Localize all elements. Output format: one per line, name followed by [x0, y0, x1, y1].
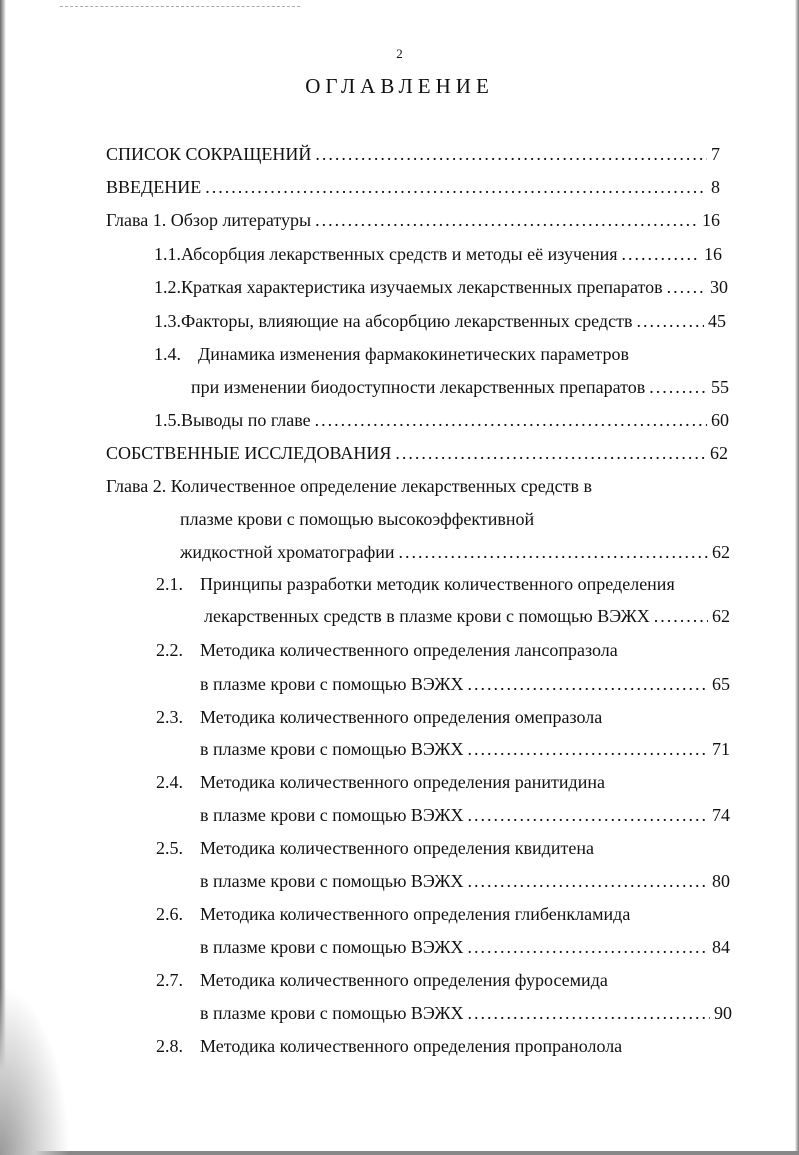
toc-entry-section-2-4-line1 — [156, 769, 605, 795]
toc-entry-section-2-4-line2 — [200, 802, 730, 828]
toc-entry-text: Методика количественного определения глибенкламида — [200, 904, 631, 924]
toc-entry-section-2-3-line2 — [200, 736, 730, 762]
section-number: 2.8. — [156, 1036, 183, 1056]
toc-entry-page: 7 — [711, 144, 720, 164]
toc-entry-page: 45 — [708, 311, 726, 331]
toc-entry-page: 8 — [711, 177, 720, 197]
toc-entry-own-research — [106, 440, 728, 466]
section-number: 2.6. — [156, 904, 183, 924]
toc-entry-section-2-3-line1 — [156, 704, 602, 730]
dot-leader — [649, 374, 707, 400]
toc-entry-text: СОБСТВЕННЫЕ ИССЛЕДОВАНИЯ — [106, 443, 392, 463]
toc-entry-section-1-2 — [154, 274, 728, 300]
toc-entry-page: 62 — [712, 542, 730, 562]
toc-entry-page: 80 — [712, 871, 730, 891]
toc-entry-page: 30 — [710, 277, 728, 297]
toc-entry-section-2-1-line2 — [204, 603, 730, 629]
toc-entry-text: в плазме крови с помощью ВЭЖХ — [200, 739, 464, 759]
section-number: 2.5. — [156, 838, 183, 858]
toc-entry-text: Факторы, влияющие на абсорбцию лекарственных средств — [181, 311, 633, 331]
toc-entry-section-1-3 — [154, 308, 726, 334]
toc-entry-section-1-4-line2 — [191, 374, 729, 400]
section-number: 1.3. — [154, 311, 181, 331]
scan-edge-left — [0, 0, 6, 1155]
toc-entry-text: Глава 1. Обзор литературы — [106, 210, 312, 230]
toc-entry-text: Методика количественного определения лансопразола — [200, 640, 618, 660]
dot-leader — [467, 1000, 710, 1026]
toc-entry-section-1-5 — [154, 407, 729, 433]
toc-entry-page: 55 — [711, 377, 729, 397]
toc-entry-text: Принципы разработки методик количественного определения — [200, 574, 675, 594]
section-number: 2.4. — [156, 772, 183, 792]
toc-entry-text: в плазме крови с помощью ВЭЖХ — [200, 871, 464, 891]
toc-entry-text: ВВЕДЕНИЕ — [106, 177, 202, 197]
toc-entry-section-2-8-line1 — [156, 1033, 622, 1059]
page-title: ОГЛАВЛЕНИЕ — [305, 74, 494, 98]
toc-entry-section-2-6-line2 — [200, 934, 730, 960]
toc-entry-text: в плазме крови с помощью ВЭЖХ — [200, 937, 464, 957]
section-number: 2.2. — [156, 640, 183, 660]
section-number: 2.7. — [156, 970, 183, 990]
toc-entry-abbreviations — [106, 141, 720, 167]
toc-entry-page: 71 — [712, 739, 730, 759]
toc-entry-page: 65 — [712, 674, 730, 694]
toc-entry-text: Методика количественного определения пропранолола — [200, 1036, 623, 1056]
toc-entry-text: жидкостной хроматографии — [180, 542, 395, 562]
toc-entry-introduction — [106, 174, 720, 200]
section-number: 1.1. — [154, 244, 181, 264]
dot-leader — [667, 274, 706, 300]
toc-entry-section-2-6-line1 — [156, 901, 630, 927]
dot-leader — [636, 308, 704, 334]
dot-leader — [654, 603, 708, 629]
toc-entry-section-2-2-line1 — [156, 637, 618, 663]
toc-entry-text: Методика количественного определения квидитена — [200, 838, 594, 858]
toc-entry-page: 90 — [714, 1003, 732, 1023]
toc-entry-text: Краткая характеристика изучаемых лекарственных препаратов — [181, 277, 663, 297]
toc-entry-section-2-1-line1 — [156, 571, 675, 597]
dot-leader — [467, 934, 708, 960]
toc-entry-page: 62 — [710, 443, 728, 463]
toc-entry-chapter-2-line2: плазме крови с помощью высокоэффективной — [180, 509, 535, 529]
scan-edge-right — [795, 0, 799, 1155]
dot-leader — [467, 802, 708, 828]
section-number: 2.1. — [156, 574, 183, 594]
toc-entry-page: 16 — [702, 210, 720, 230]
scan-edge-bottom — [0, 1151, 799, 1155]
toc-entry-section-2-5-line1 — [156, 835, 594, 861]
toc-entry-page: 60 — [711, 410, 729, 430]
section-number: 2.3. — [156, 707, 183, 727]
toc-entry-text: Абсорбция лекарственных средств и методы её изучения — [181, 244, 618, 264]
toc-entry-text: Методика количественного определения омепразола — [200, 707, 603, 727]
toc-entry-text: Выводы по главе — [181, 410, 311, 430]
dot-leader — [467, 736, 708, 762]
toc-entry-text: Методика количественного определения фуросемида — [200, 970, 608, 990]
scan-artifact-top — [60, 6, 300, 7]
scan-shadow-corner — [0, 985, 70, 1155]
toc-entry-chapter-2-line1: Глава 2. Количественное определение лекарственных средств в — [106, 476, 593, 496]
toc-entry-text: СПИСОК СОКРАЩЕНИЙ — [106, 144, 312, 164]
toc-entry-text: при изменении биодоступности лекарственных препаратов — [191, 377, 646, 397]
section-number: 1.2. — [154, 277, 181, 297]
dot-leader — [399, 539, 708, 565]
toc-entry-page: 62 — [712, 606, 730, 626]
toc-entry-page: 84 — [712, 937, 730, 957]
page-number: 2 — [396, 46, 403, 61]
dot-leader — [622, 241, 700, 267]
section-number: 1.4. — [154, 344, 181, 364]
toc-entry-chapter-2-line3 — [180, 539, 730, 565]
dot-leader — [205, 174, 707, 200]
toc-entry-chapter-1 — [106, 207, 720, 233]
toc-entry-section-2-2-line2 — [200, 671, 730, 697]
toc-entry-section-2-7-line2 — [200, 1000, 732, 1026]
toc-entry-section-1-1 — [154, 241, 722, 267]
dot-leader — [315, 407, 707, 433]
toc-entry-section-2-5-line2 — [200, 868, 730, 894]
dot-leader — [315, 141, 707, 167]
dot-leader — [395, 440, 706, 466]
toc-entry-page: 74 — [712, 805, 730, 825]
dot-leader — [467, 868, 708, 894]
toc-entry-text: лекарственных средств в плазме крови с помощью ВЭЖХ — [204, 606, 650, 626]
dot-leader — [467, 671, 708, 697]
section-number: 1.5. — [154, 410, 181, 430]
toc-entry-section-1-4-line1 — [154, 341, 629, 367]
toc-entry-section-2-7-line1 — [156, 967, 608, 993]
toc-entry-text: Динамика изменения фармакокинетических параметров — [198, 344, 629, 364]
toc-entry-page: 16 — [704, 244, 722, 264]
toc-entry-text: в плазме крови с помощью ВЭЖХ — [200, 1003, 464, 1023]
toc-entry-text: Методика количественного определения ранитидина — [200, 772, 605, 792]
dot-leader — [315, 207, 698, 233]
toc-entry-text: в плазме крови с помощью ВЭЖХ — [200, 674, 464, 694]
toc-entry-text: в плазме крови с помощью ВЭЖХ — [200, 805, 464, 825]
